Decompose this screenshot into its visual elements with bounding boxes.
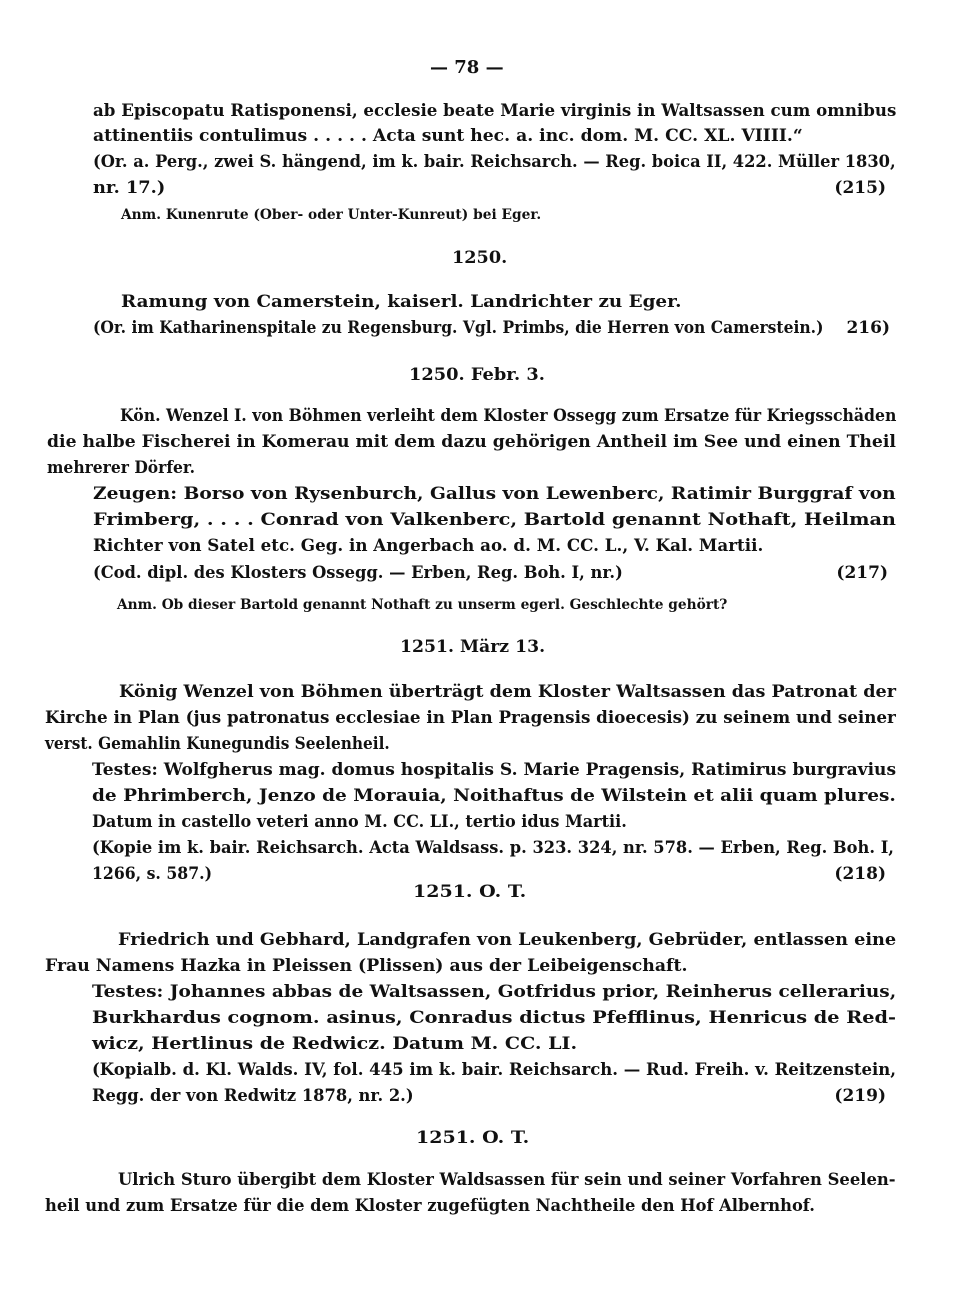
text-line: Datum in castello veteri anno M. CC. LI., tertio idus Martii. [92, 812, 627, 832]
text-line: König Wenzel von Böhmen überträgt dem Kloster Waltsassen das Patronat der [119, 682, 896, 702]
text-line: 1266, s. 587.) [92, 864, 213, 884]
text-line: Burkhardus cognom. asinus, Conradus dictus Pfefflinus, Henricus de Red- [92, 1008, 896, 1028]
text-line: wicz, Hertlinus de Redwicz. Datum M. CC. LI. [92, 1034, 578, 1054]
page-number: — 78 — [430, 57, 504, 78]
text-line: Frimberg, . . . . Conrad von Valkenberc, Bartold genannt Nothaft, Heilman [93, 510, 896, 530]
text-line: Kirche in Plan (jus patronatus ecclesiae in Plan Pragensis dioecesis) zu seinem und seiner [45, 708, 896, 728]
text-line: 1251. O. T. [416, 1128, 530, 1148]
text-line: Anm. Ob dieser Bartold genannt Nothaft zu unserm egerl. Geschlechte gehört? [117, 597, 728, 613]
text-line: Ulrich Sturo übergibt dem Kloster Waldsassen für sein und seiner Vorfahren Seelen- [118, 1170, 896, 1190]
text-line: 1251. O. T. [413, 882, 527, 902]
text-line: 1251. März 13. [400, 637, 546, 657]
text-line: Anm. Kunenrute (Ober- oder Unter-Kunreut) bei Eger. [121, 207, 542, 223]
text-line: de Phrimberch, Jenzo de Morauia, Noithaftus de Wilstein et alii quam plures. [92, 786, 896, 806]
text-line: Frau Namens Hazka in Pleissen (Plissen) aus der Leibeigenschaft. [45, 956, 688, 976]
text-line: Ramung von Camerstein, kaiserl. Landrichter zu Eger. [121, 292, 682, 312]
text-line: Richter von Satel etc. Geg. in Angerbach ao. d. M. CC. L., V. Kal. Martii. [93, 536, 764, 556]
text-line: attinentiis contulimus . . . . . Acta sunt hec. a. inc. dom. M. CC. XL. VIIII.“ [93, 126, 803, 146]
text-line: (Or. a. Perg., zwei S. hängend, im k. bair. Reichsarch. — Reg. boica II, 422. Müller 1830, [93, 152, 896, 172]
line-number-ref: (217) [836, 563, 888, 583]
text-line: (Cod. dipl. des Klosters Ossegg. — Erben, Reg. Boh. I, nr.) [93, 563, 623, 583]
text-line: (Kopialb. d. Kl. Walds. IV, fol. 445 im k. bair. Reichsarch. — Rud. Freih. v. Reitzenstein, [92, 1060, 897, 1080]
text-line: Testes: Johannes abbas de Waltsassen, Gotfridus prior, Reinherus cellerarius, [92, 982, 897, 1002]
text-line: Kön. Wenzel I. von Böhmen verleiht dem Kloster Ossegg zum Ersatze für Kriegsschäden [120, 406, 897, 426]
text-line: die halbe Fischerei in Komerau mit dem dazu gehörigen Antheil im See und einen Theil [47, 432, 896, 452]
text-line: nr. 17.) [93, 178, 166, 198]
text-line: Regg. der von Redwitz 1878, nr. 2.) [92, 1086, 414, 1106]
text-line: (Kopie im k. bair. Reichsarch. Acta Waldsass. p. 323. 324, nr. 578. — Erben, Reg. Boh. I, [92, 838, 894, 858]
line-number-ref: (215) [834, 178, 886, 198]
text-line: ab Episcopatu Ratisponensi, ecclesie beate Marie virginis in Waltsassen cum omnibus [93, 101, 897, 121]
line-number-ref: (219) [834, 1086, 886, 1106]
text-line: heil und zum Ersatze für die dem Kloster zugefügten Nachtheile den Hof Albernhof. [45, 1196, 815, 1216]
text-line: 1250. Febr. 3. [409, 365, 545, 385]
text-line: mehrerer Dörfer. [47, 458, 196, 478]
text-line: 1250. [452, 248, 508, 268]
text-line: verst. Gemahlin Kunegundis Seelenheil. [45, 734, 390, 754]
text-line: Zeugen: Borso von Rysenburch, Gallus von Lewenberc, Ratimir Burggraf von [93, 484, 896, 504]
text-line: (Or. im Katharinenspitale zu Regensburg. Vgl. Primbs, die Herren von Camerstein.) [93, 318, 824, 338]
line-number-ref: 216) [846, 318, 890, 338]
line-number-ref: (218) [834, 864, 886, 884]
text-line: Testes: Wolfgherus mag. domus hospitalis S. Marie Pragensis, Ratimirus burgravius [92, 760, 897, 780]
text-line: Friedrich und Gebhard, Landgrafen von Leukenberg, Gebrüder, entlassen eine [118, 930, 897, 950]
